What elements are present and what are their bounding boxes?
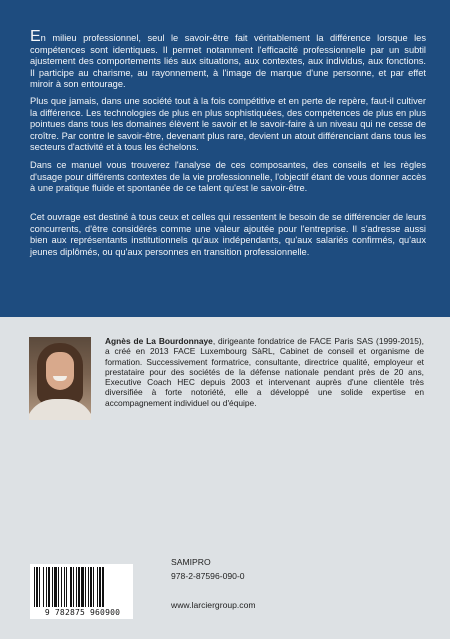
author-bio xyxy=(105,336,424,408)
blurb-panel xyxy=(0,0,450,317)
author-photo xyxy=(29,337,91,420)
barcode-digits: 9 782875 960900 xyxy=(44,608,121,617)
author-name: Agnès de La Bourdonnaye xyxy=(105,336,213,346)
blurb-paragraph-1-text: n milieu professionnel, seul le savoir-être fait véritablement la différence lorsque les compétences sont identiques. Il permet notamment l'efficacité professionnelle par un subtil ajustement des comportements liés aux situations, aux contextes, aux individus, aux fonctions. Il participe au charisme, au rayonnement, à l'image de marque d'une personne, et par effet miroir à son entourage. xyxy=(30,33,426,90)
author-bio-text: , dirigeante fondatrice de FACE Paris SAS (1999-2015), a créé en 2013 FACE Luxembourg SàRL, Cabinet de conseil et organisme de formation. Successivement formatrice, consultante, directrice qualité, employeur et prestataire pour des sociétés de la défense nationale pendant près de 20 ans, Executive Coach HEC depuis 2003 et intervenant auprès d'une clientèle très diversifiée à forte notoriété, elle a développé une solide expertise en accompagnement individuel ou d'équipe. xyxy=(105,336,424,408)
isbn-barcode xyxy=(30,564,133,619)
publisher-website: www.larciergroup.com xyxy=(171,600,256,610)
blurb-paragraph-2: Plus que jamais, dans une société tout à la fois compétitive et en perte de repère, faut-il cultiver la différence. Les technologies de plus en plus sophistiquées, des compétences de plus en plus pointues dans tous les domaines élèvent le savoir et le savoir-faire à un niveau qui ne cesse de croître. Par contre le savoir-être, devenant plus rare, devient un atout différenciant dans tous les secteurs d'activité et à tous les échelons. xyxy=(30,96,426,153)
blurb-paragraph-3: Dans ce manuel vous trouverez l'analyse de ces composantes, des conseils et les règles d'usage pour différents contextes de la vie professionnelle, l'objectif étant de vous donner accès à une pratique fluide et spontanée de ce talent qu'est le savoir-être. xyxy=(30,160,426,194)
blurb-paragraph-4: Cet ouvrage est destiné à tous ceux et celles qui ressentent le besoin de se différencier de leurs concurrents, d'être considérés comme une valeur ajoutée pour l'entreprise. Il s'adresse aussi bien aux représentants institutionnels qu'aux indépendants, qu'aux salariés confirmés, qu'aux jeunes diplômés, ou qu'aux personnes en transition professionnelle. xyxy=(30,212,426,257)
drop-cap: E xyxy=(30,28,41,45)
blurb-paragraph-1 xyxy=(30,28,426,91)
barcode-bars xyxy=(34,567,129,607)
isbn-number: 978-2-87596-090-0 xyxy=(171,571,245,581)
product-code: SAMIPRO xyxy=(171,557,211,567)
